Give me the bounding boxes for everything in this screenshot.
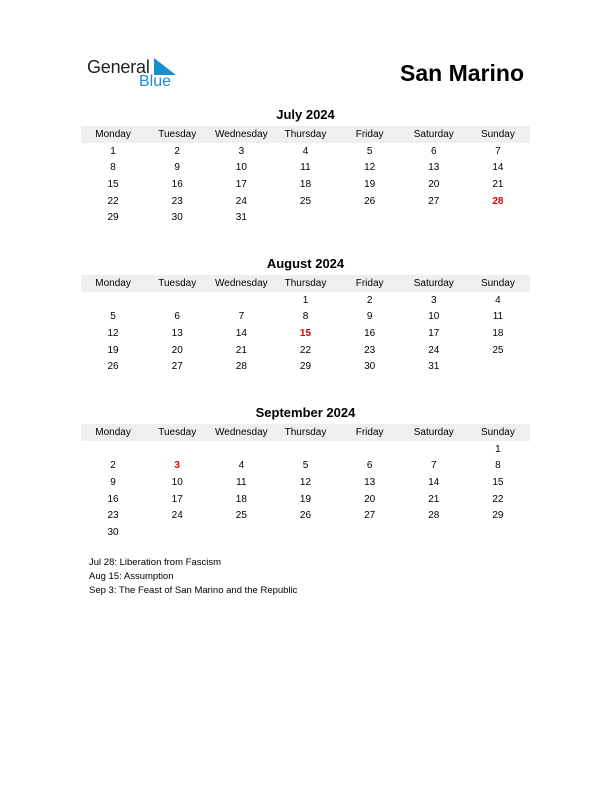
holiday-day-cell: 28 (492, 195, 504, 207)
day-cell: 25 (299, 195, 312, 207)
holiday-note: Sep 3: The Feast of San Marino and the Republic (89, 585, 298, 596)
day-cell: 22 (492, 493, 504, 505)
weekday-label: Saturday (413, 427, 454, 438)
day-cell: 29 (107, 212, 119, 224)
day-cell: 21 (235, 344, 247, 356)
week-row (81, 342, 530, 359)
day-cell: 10 (171, 476, 183, 488)
day-cell: 10 (428, 311, 440, 323)
day-cell: 13 (364, 476, 376, 488)
day-cell: 5 (110, 311, 116, 323)
weeks-grid (81, 292, 530, 375)
weekday-header (81, 126, 530, 143)
day-cell: 12 (364, 162, 376, 174)
weekday-label: Sunday (480, 278, 515, 289)
day-cell: 7 (495, 145, 501, 157)
weekday-label: Tuesday (158, 129, 197, 140)
month-title: September 2024 (255, 405, 356, 420)
day-cell: 8 (302, 311, 309, 323)
day-cell: 27 (364, 510, 376, 522)
day-cell: 2 (110, 460, 116, 472)
weekday-label: Friday (355, 427, 384, 438)
weekday-label: Wednesday (215, 129, 268, 140)
day-cell: 9 (174, 162, 180, 174)
day-cell: 1 (110, 145, 116, 157)
day-cell: 16 (364, 327, 376, 339)
weekday-label: Tuesday (158, 427, 197, 438)
day-cell: 25 (492, 344, 504, 356)
week-row (81, 160, 530, 177)
day-cell: 31 (235, 212, 247, 224)
day-cell: 5 (366, 145, 373, 157)
day-cell: 20 (428, 178, 440, 190)
day-cell: 13 (428, 162, 440, 174)
week-row (81, 325, 530, 342)
weekday-label: Thursday (284, 129, 327, 140)
day-cell: 15 (492, 476, 504, 488)
day-cell: 11 (492, 311, 504, 323)
day-cell: 17 (235, 178, 247, 190)
day-cell: 17 (171, 493, 183, 505)
day-cell: 2 (174, 145, 180, 157)
day-cell: 30 (171, 212, 183, 224)
day-cell: 19 (107, 344, 119, 356)
day-cell: 26 (299, 510, 312, 522)
day-cell: 7 (430, 460, 437, 472)
weekday-label: Sunday (480, 129, 515, 140)
day-cell: 6 (430, 145, 437, 157)
day-cell: 18 (235, 493, 247, 505)
day-cell: 3 (238, 145, 245, 157)
day-cell: 26 (107, 361, 119, 373)
day-cell: 27 (428, 195, 440, 207)
weekday-label: Saturday (413, 278, 454, 289)
day-cell: 1 (302, 294, 309, 306)
day-cell: 16 (171, 178, 183, 190)
day-cell: 25 (235, 510, 247, 522)
week-row (81, 193, 530, 210)
weekday-label: Tuesday (158, 278, 197, 289)
weekday-label: Saturday (413, 129, 454, 140)
day-cell: 18 (299, 178, 312, 190)
day-cell: 26 (364, 195, 376, 207)
logo-word-general: General (87, 57, 150, 77)
day-cell: 21 (492, 178, 504, 190)
day-cell: 9 (366, 311, 373, 323)
day-cell: 22 (299, 344, 312, 356)
weekday-label: Thursday (284, 278, 327, 289)
day-cell: 19 (299, 493, 312, 505)
logo (87, 55, 187, 95)
holiday-note: Jul 28: Liberation from Fascism (89, 557, 221, 568)
day-cell: 12 (299, 476, 312, 488)
day-cell: 4 (302, 145, 309, 157)
day-cell: 24 (428, 344, 440, 356)
day-cell: 9 (110, 476, 116, 488)
day-cell: 11 (300, 162, 311, 174)
month-september (81, 404, 530, 541)
day-cell: 29 (492, 510, 504, 522)
month-title: August 2024 (266, 256, 345, 271)
holiday-day-cell: 3 (174, 460, 180, 472)
logo-word-blue: Blue (139, 73, 172, 90)
country-title: San Marino (400, 60, 524, 86)
weekday-label: Wednesday (215, 278, 268, 289)
day-cell: 24 (171, 510, 183, 522)
day-cell: 31 (428, 361, 440, 373)
holiday-day-cell: 15 (299, 327, 312, 339)
day-cell: 4 (495, 294, 501, 306)
weekday-label: Friday (355, 129, 384, 140)
day-cell: 7 (238, 311, 245, 323)
holiday-note: Aug 15: Assumption (89, 571, 174, 582)
week-row (81, 176, 530, 193)
day-cell: 12 (107, 327, 119, 339)
day-cell: 27 (171, 361, 183, 373)
day-cell: 3 (430, 294, 437, 306)
week-row (81, 441, 530, 458)
week-row (81, 524, 530, 541)
week-row (81, 507, 530, 524)
day-cell: 8 (495, 460, 501, 472)
day-cell: 23 (107, 510, 119, 522)
day-cell: 14 (428, 476, 440, 488)
day-cell: 13 (171, 327, 183, 339)
week-row (81, 474, 530, 491)
day-cell: 6 (174, 311, 180, 323)
day-cell: 28 (428, 510, 440, 522)
day-cell: 14 (492, 162, 504, 174)
day-cell: 5 (302, 460, 309, 472)
day-cell: 10 (235, 162, 247, 174)
day-cell: 21 (428, 493, 440, 505)
weeks-grid (81, 441, 530, 541)
weekday-label: Friday (355, 278, 384, 289)
weekday-header (81, 275, 530, 292)
week-row (81, 292, 530, 309)
month-title: July 2024 (276, 107, 335, 122)
week-row (81, 358, 530, 375)
week-row (81, 458, 530, 475)
day-cell: 24 (235, 195, 247, 207)
weekday-label: Thursday (284, 427, 327, 438)
day-cell: 4 (238, 460, 245, 472)
day-cell: 20 (171, 344, 183, 356)
holiday-notes (89, 556, 297, 598)
weekday-label: Monday (95, 278, 131, 289)
day-cell: 18 (492, 327, 504, 339)
day-cell: 2 (366, 294, 373, 306)
weekday-header (81, 424, 530, 441)
day-cell: 15 (107, 178, 119, 190)
weeks-grid (81, 143, 530, 226)
weekday-label: Sunday (480, 427, 515, 438)
day-cell: 8 (110, 162, 116, 174)
day-cell: 29 (299, 361, 312, 373)
day-cell: 20 (364, 493, 376, 505)
week-row (81, 309, 530, 326)
day-cell: 23 (364, 344, 376, 356)
week-row (81, 209, 530, 226)
day-cell: 17 (428, 327, 440, 339)
day-cell: 22 (107, 195, 119, 207)
day-cell: 1 (495, 443, 501, 455)
day-cell: 28 (235, 361, 247, 373)
week-row (81, 143, 530, 160)
day-cell: 14 (235, 327, 247, 339)
month-july (81, 106, 530, 226)
day-cell: 23 (171, 195, 183, 207)
day-cell: 30 (364, 361, 376, 373)
weekday-label: Monday (95, 427, 131, 438)
weekday-label: Monday (95, 129, 131, 140)
day-cell: 19 (364, 178, 376, 190)
day-cell: 11 (236, 476, 247, 488)
weekday-label: Wednesday (215, 427, 268, 438)
day-cell: 16 (107, 493, 119, 505)
day-cell: 6 (366, 460, 373, 472)
week-row (81, 491, 530, 508)
day-cell: 30 (107, 526, 119, 538)
month-august (81, 255, 530, 375)
